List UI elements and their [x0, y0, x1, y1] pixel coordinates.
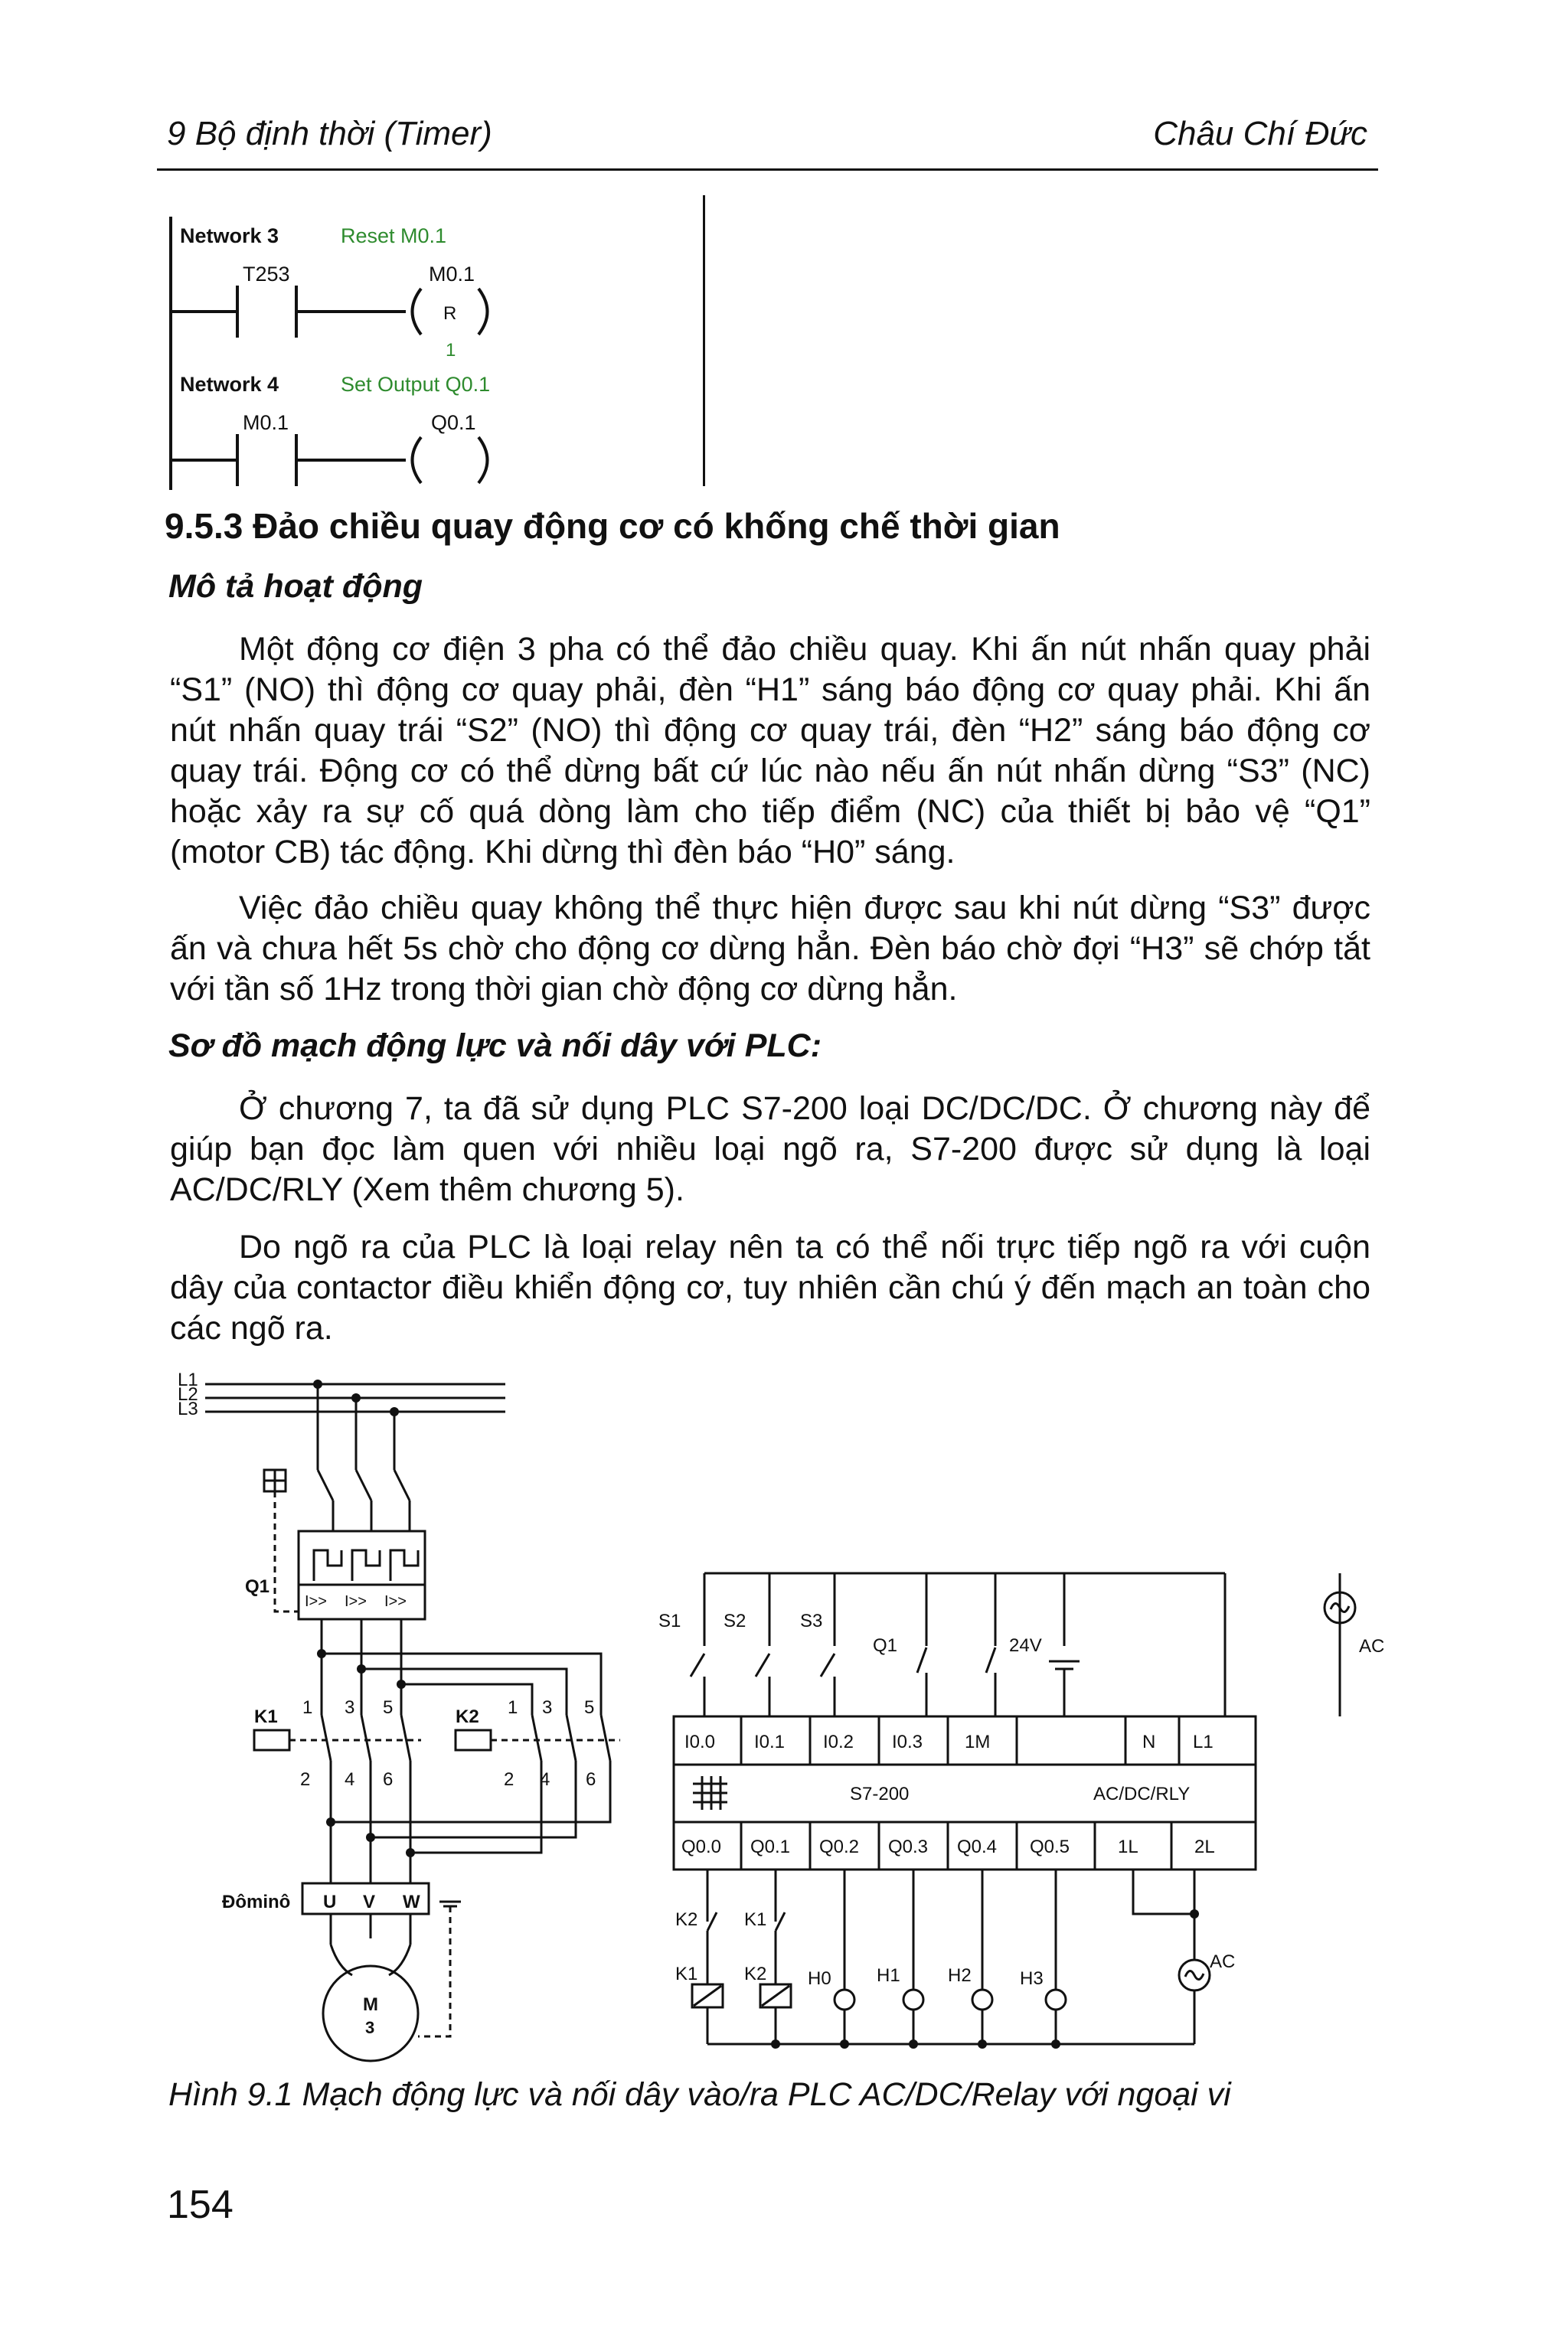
- contact-t253-label: T253: [243, 263, 290, 286]
- plc-input-i00: I0.0: [684, 1732, 716, 1752]
- coil-output-left: [413, 437, 422, 483]
- plc-input-i02: I0.2: [823, 1732, 854, 1752]
- label-ac-output: AC: [1210, 1951, 1236, 1972]
- plc-input-i01: I0.1: [754, 1732, 786, 1752]
- figure-caption: Hình 9.1 Mạch động lực và nối dây vào/ra PLC AC/DC/Relay với ngoại vi: [168, 2076, 1231, 2113]
- load-h3: H3: [1020, 1968, 1044, 1989]
- plc-input-1m: 1M: [965, 1732, 991, 1752]
- section-heading: 9.5.3 Đảo chiều quay động cơ có khống chế thời gian: [165, 506, 1060, 546]
- k2-t5: 5: [584, 1697, 595, 1718]
- coil-reset-type: R: [443, 303, 457, 324]
- figure-power-and-plc-wiring: [161, 1363, 1385, 2052]
- column-separator: [703, 195, 705, 486]
- header-chapter: 9 Bộ định thời (Timer): [167, 115, 492, 152]
- load-h2: H2: [948, 1965, 972, 1986]
- k1-t6: 6: [383, 1769, 394, 1790]
- paragraph-operation-1: Một động cơ điện 3 pha có thể đảo chiều quay. Khi ấn nút nhấn quay phải “S1” (NO) thì động cơ quay phải, đèn “H1” sáng báo động cơ quay phải. Khi ấn nút nhấn quay trái “S2” (NO) thì động cơ quay trái, đèn “H2” sáng báo động cơ quay trái. Động cơ có thể dừng bất cứ lúc nào nếu ấn nút nhấn dừng “S3” (NC) hoặc xảy ra sự cố quá dòng làm cho tiếp điểm (NC) của thiết bị bảo vệ “Q1” (motor CB) tác động. Khi dừng thì đèn báo “H0” sáng.: [170, 631, 1370, 870]
- plc-output-q01: Q0.1: [750, 1837, 791, 1857]
- k2-t6: 6: [586, 1769, 596, 1790]
- label-domino: Đôminô: [222, 1892, 291, 1912]
- label-s1: S1: [658, 1611, 681, 1631]
- motor-phases: 3: [365, 2018, 375, 2037]
- header-rule: [157, 168, 1378, 171]
- plc-model: S7-200: [850, 1784, 910, 1804]
- label-l3: L3: [178, 1399, 198, 1419]
- plc-output-q05: Q0.5: [1030, 1837, 1070, 1857]
- plc-output-q04: Q0.4: [957, 1837, 998, 1857]
- interlock-k2: K2: [675, 1909, 698, 1930]
- terminal-w: W: [403, 1892, 420, 1912]
- coil-reset-left: [413, 289, 422, 335]
- plc-input-i03: I0.3: [892, 1732, 923, 1752]
- interlock-k1: K1: [744, 1909, 767, 1930]
- k2-t3: 3: [542, 1697, 553, 1718]
- trip-label-3: I>>: [384, 1593, 407, 1610]
- network-4-label: Network 4: [180, 373, 279, 396]
- load-h1: H1: [877, 1965, 900, 1986]
- label-s2: S2: [724, 1611, 746, 1631]
- coil-reset-right: [479, 289, 488, 335]
- plc-input-l1: L1: [1193, 1732, 1214, 1752]
- plc-output-1l: 1L: [1118, 1837, 1138, 1857]
- network-4-comment: Set Output Q0.1: [341, 373, 491, 396]
- load-h0: H0: [808, 1968, 831, 1989]
- k1-t1: 1: [302, 1697, 313, 1718]
- k1-t4: 4: [345, 1769, 355, 1790]
- label-24v: 24V: [1009, 1635, 1042, 1656]
- k1-t2: 2: [300, 1769, 311, 1790]
- network-3-label: Network 3: [180, 224, 279, 247]
- network-3-comment: Reset M0.1: [341, 224, 447, 247]
- coil-reset-count: 1: [446, 340, 456, 361]
- plc-output-2l: 2L: [1194, 1837, 1215, 1857]
- k2-t4: 4: [540, 1769, 550, 1790]
- paragraph-operation-2: Việc đảo chiều quay không thể thực hiện được sau khi nút dừng “S3” được ấn và chưa hết 5s chờ cho động cơ dừng hẳn. Đèn báo chờ đợi “H3” sẽ chớp tắt với tần số 1Hz trong thời gian chờ động cơ dừng hẳn.: [170, 890, 1370, 1007]
- label-l2: L2: [178, 1384, 198, 1405]
- trip-label-1: I>>: [305, 1593, 327, 1610]
- ladder-diagram: [157, 195, 708, 494]
- label-l1: L1: [178, 1370, 198, 1390]
- k1-t3: 3: [345, 1697, 355, 1718]
- k1-t5: 5: [383, 1697, 394, 1718]
- page-number: 154: [167, 2183, 234, 2227]
- label-q1-breaker: Q1: [245, 1576, 270, 1597]
- plc-output-q00: Q0.0: [681, 1837, 722, 1857]
- terminal-v: V: [363, 1892, 376, 1912]
- paragraph-wiring-2: Do ngõ ra của PLC là loại relay nên ta có thể nối trực tiếp ngõ ra với cuộn dây của contactor điều khiển động cơ, tuy nhiên cần chú ý đến mạch an toàn cho các ngõ ra.: [170, 1229, 1370, 1347]
- k2-t2: 2: [504, 1769, 514, 1790]
- contact-m01-label: M0.1: [243, 411, 289, 434]
- plc-output-q02: Q0.2: [819, 1837, 860, 1857]
- label-k1-coil: K1: [254, 1706, 278, 1727]
- paragraph-wiring-1: Ở chương 7, ta đã sử dụng PLC S7-200 loại DC/DC/DC. Ở chương này để giúp bạn đọc làm quen với nhiều loại ngõ ra, S7-200 được sử dụng là loại AC/DC/RLY (Xem thêm chương 5).: [170, 1090, 1370, 1208]
- terminal-u: U: [323, 1892, 337, 1912]
- label-ac-top: AC: [1359, 1636, 1385, 1657]
- motor-m: M: [363, 1994, 378, 2015]
- label-s3: S3: [800, 1611, 823, 1631]
- coil-output-right: [479, 437, 488, 483]
- label-k2-coil: K2: [456, 1706, 479, 1727]
- plc-type: AC/DC/RLY: [1093, 1784, 1191, 1804]
- k2-t1: 1: [508, 1697, 518, 1718]
- trip-label-2: I>>: [345, 1593, 367, 1610]
- label-q1-contact: Q1: [873, 1635, 898, 1656]
- coil-m01-label: M0.1: [429, 263, 475, 286]
- coil-q01-label: Q0.1: [431, 411, 476, 434]
- subheading-wiring: Sơ đồ mạch động lực và nối dây với PLC:: [168, 1027, 822, 1064]
- plc-output-q03: Q0.3: [888, 1837, 929, 1857]
- plc-input-n: N: [1142, 1732, 1156, 1752]
- load-k2: K2: [744, 1964, 767, 1984]
- subheading-operation: Mô tả hoạt động: [168, 568, 423, 605]
- load-k1: K1: [675, 1964, 698, 1984]
- header-author: Châu Chí Đức: [1153, 115, 1367, 152]
